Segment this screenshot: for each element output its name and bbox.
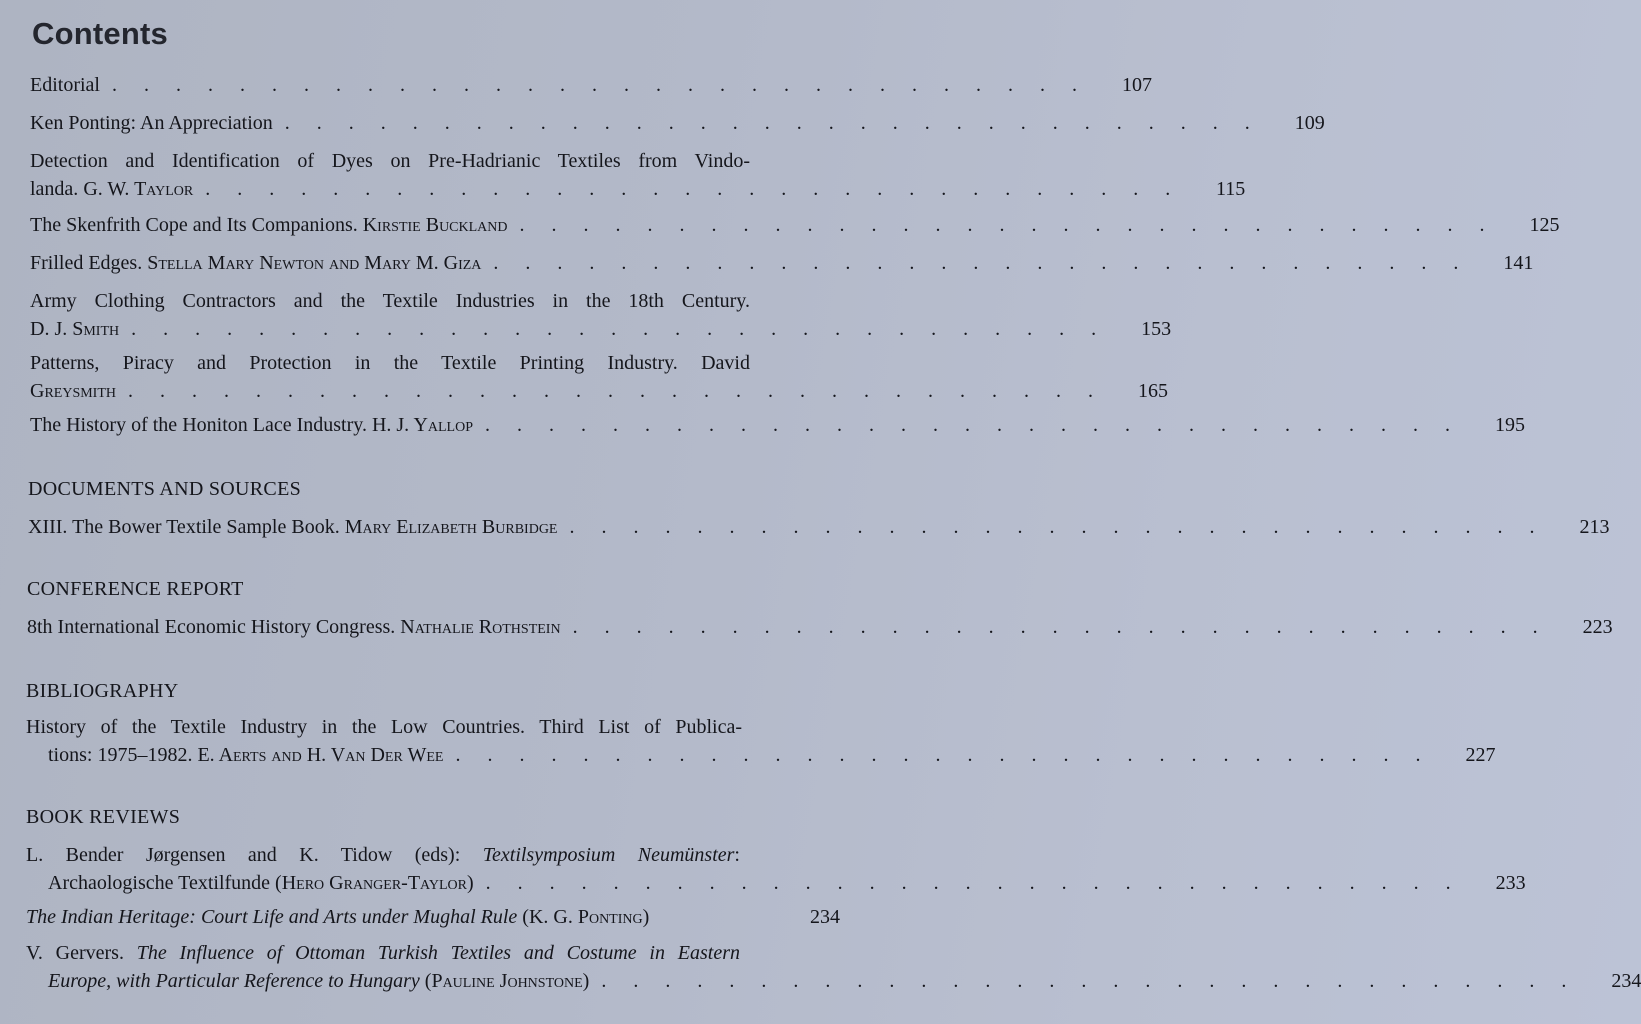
page-number: 234 (1611, 970, 1641, 992)
page-number: 227 (1465, 744, 1496, 766)
toc-entry-review-indian-heritage[interactable]: The Indian Heritage: Court Life and Arts under Mughal Rule (K. G. Ponting) 234 (26, 906, 840, 928)
author: Pauline Johnstone (431, 970, 583, 992)
page-number: 233 (1495, 872, 1526, 894)
author: E. Aerts and H. Van Der Wee (197, 744, 444, 766)
toc-entry-review-ottoman-textiles[interactable]: V. Gervers. The Influence of Ottoman Turkish Textiles and Costume in Eastern Europe, with Particular Reference to Hungary (Pauline Johnstone) ............................... 234 (26, 942, 1641, 992)
toc-entry-editorial[interactable]: Editorial ............................... 107 (30, 74, 1152, 96)
author: Mary Elizabeth Burbidge (344, 516, 558, 538)
toc-entry-economic-congress[interactable]: 8th International Economic History Congress. Nathalie Rothstein ............................... 223 (27, 616, 1613, 638)
section-heading-conference: CONFERENCE REPORT (27, 578, 244, 600)
page-number: 141 (1503, 252, 1534, 274)
page-number: 223 (1582, 616, 1613, 638)
page-number: 213 (1579, 516, 1610, 538)
page-number: 115 (1215, 178, 1246, 200)
toc-entry-frilled-edges[interactable]: Frilled Edges. Stella Mary Newton and Mary M. Giza ............................... 141 (30, 252, 1534, 274)
page-number: 107 (1121, 74, 1152, 96)
toc-entry-skenfrith[interactable]: The Skenfrith Cope and Its Companions. Kirstie Buckland ............................... 125 (30, 214, 1560, 236)
toc-entry-ken-ponting[interactable]: Ken Ponting: An Appreciation ............................... 109 (30, 112, 1325, 134)
toc-entry-dyes[interactable]: Detection and Identification of Dyes on Pre-Hadrianic Textiles from Vindo- landa. G. W. Taylor ............................... 115 (30, 150, 1246, 200)
toc-entry-low-countries[interactable]: History of the Textile Industry in the Low Countries. Third List of Publica- tions: 1975–1982. E. Aerts and H. Van Der Wee ............................... 227 (26, 716, 1496, 766)
page-number: 234 (810, 906, 840, 928)
author: Greysmith (30, 380, 117, 402)
page-number: 109 (1294, 112, 1325, 134)
author: Hero Granger-Taylor (281, 872, 467, 894)
author: D. J. Smith (30, 318, 120, 340)
toc-entry-army-clothing[interactable]: Army Clothing Contractors and the Textile Industries in the 18th Century. D. J. Smith ............................... 153 (30, 290, 1172, 340)
author: K. G. Ponting (528, 906, 643, 928)
author: H. J. Yallop (371, 414, 473, 436)
section-heading-book-reviews: BOOK REVIEWS (26, 806, 181, 828)
page-number: 125 (1529, 214, 1560, 236)
page-number: 165 (1138, 380, 1169, 402)
section-heading-documents: DOCUMENTS AND SOURCES (28, 478, 302, 500)
page-number: 153 (1141, 318, 1172, 340)
toc-entry-honiton-lace[interactable]: The History of the Honiton Lace Industry. H. J. Yallop ............................... 195 (30, 414, 1525, 436)
toc-entry-bower-sample-book[interactable]: XIII. The Bower Textile Sample Book. Mary Elizabeth Burbidge ............................... 213 (28, 516, 1610, 538)
author: Nathalie Rothstein (400, 616, 561, 638)
section-heading-bibliography: BIBLIOGRAPHY (26, 680, 179, 702)
toc-entry-review-textilsymposium[interactable]: L. Bender Jørgensen and K. Tidow (eds): Textilsymposium Neumünster: Archaologische Textilfunde (Hero Granger-Taylor) ............................... 233 (26, 844, 1526, 894)
author: G. W. Taylor (83, 178, 194, 200)
page-title: Contents (32, 16, 168, 51)
toc-entry-patterns-piracy[interactable]: Patterns, Piracy and Protection in the Textile Printing Industry. David Greysmith ............................... 165 (30, 352, 1169, 402)
author: Kirstie Buckland (362, 214, 508, 236)
page-number: 195 (1495, 414, 1525, 436)
author: Stella Mary Newton and Mary M. Giza (147, 252, 482, 274)
